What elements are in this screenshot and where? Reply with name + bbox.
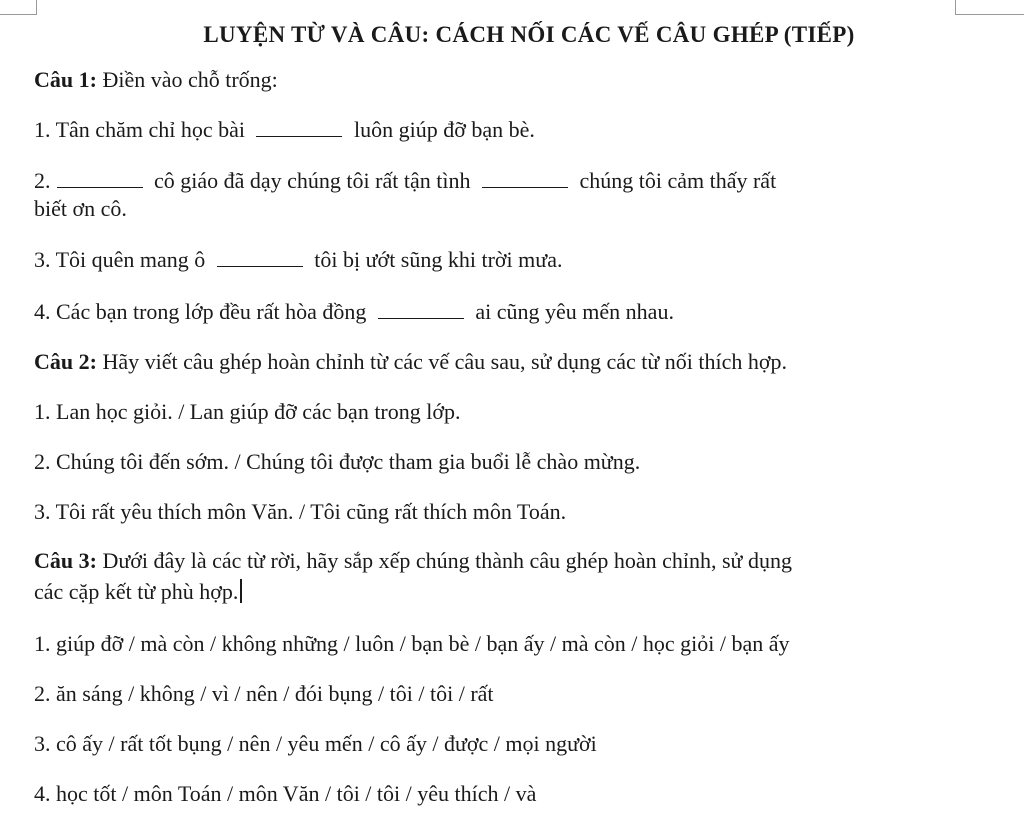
item-text: luôn giúp đỡ bạn bè. [348,117,535,142]
q3-item-1: 1. giúp đỡ / mà còn / không những / luôn / bạn bè / bạn ấy / mà còn / học giỏi / bạn ấy [34,631,790,656]
q3-heading [34,547,792,575]
q1-item-2 [34,167,776,195]
q3-prompt-cont: các cặp kết từ phù hợp. [34,579,239,604]
fill-blank[interactable] [378,302,464,319]
page-corner-left [0,0,37,15]
item-text: tôi bị ướt sũng khi trời mưa. [308,247,563,272]
item-text: Các bạn trong lớp đều rất hòa đồng [50,299,372,324]
item-number: 1. [34,117,51,142]
q2-heading [34,348,787,376]
item-text: Tôi quên mang ô [50,247,211,272]
q2-prompt: Hãy viết câu ghép hoàn chỉnh từ các vế câu sau, sử dụng các từ nối thích hợp. [96,349,788,374]
document-page [34,18,994,806]
item-number: 3. [34,247,51,272]
q2-label: Câu 2: [34,349,97,374]
item-text: chúng tôi cảm thấy rất [573,168,777,193]
q1-item-3 [34,246,562,274]
item-number: 2. [34,168,51,193]
q3-label: Câu 3: [34,548,97,573]
text-cursor [240,579,242,603]
q1-item-4 [34,298,674,326]
item-text: ai cũng yêu mến nhau. [469,299,674,324]
q1-item-2-cont: biết ơn cô. [34,196,127,221]
item-text: Tân chăm chỉ học bài [50,117,251,142]
q3-item-2: 2. ăn sáng / không / vì / nên / đói bụng / tôi / tôi / rất [34,681,494,706]
q1-heading [34,66,278,94]
q3-prompt: Dưới đây là các từ rời, hãy sắp xếp chúng thành câu ghép hoàn chỉnh, sử dụng [96,548,792,573]
q2-item-3: 3. Tôi rất yêu thích môn Văn. / Tôi cũng rất thích môn Toán. [34,499,567,524]
fill-blank[interactable] [482,171,568,188]
q3-item-3: 3. cô ấy / rất tốt bụng / nên / yêu mến / cô ấy / được / mọi người [34,731,597,756]
q2-item-1: 1. Lan học giỏi. / Lan giúp đỡ các bạn trong lớp. [34,399,461,424]
item-text: cô giáo đã dạy chúng tôi rất tận tình [148,168,476,193]
q3-heading-cont [34,578,242,606]
page-corner-right [955,0,1024,15]
q3-item-4: 4. học tốt / môn Toán / môn Văn / tôi / tôi / yêu thích / và [34,781,537,806]
fill-blank[interactable] [217,250,303,267]
page-title: LUYỆN TỪ VÀ CÂU: CÁCH NỐI CÁC VẾ CÂU GHÉP (TIẾP) [203,22,855,47]
fill-blank[interactable] [256,120,342,137]
q1-prompt: Điền vào chỗ trống: [96,67,278,92]
q2-item-2: 2. Chúng tôi đến sớm. / Chúng tôi được tham gia buổi lễ chào mừng. [34,449,641,474]
item-number: 4. [34,299,51,324]
fill-blank[interactable] [57,171,143,188]
q1-item-1 [34,116,535,144]
q1-label: Câu 1: [34,67,97,92]
